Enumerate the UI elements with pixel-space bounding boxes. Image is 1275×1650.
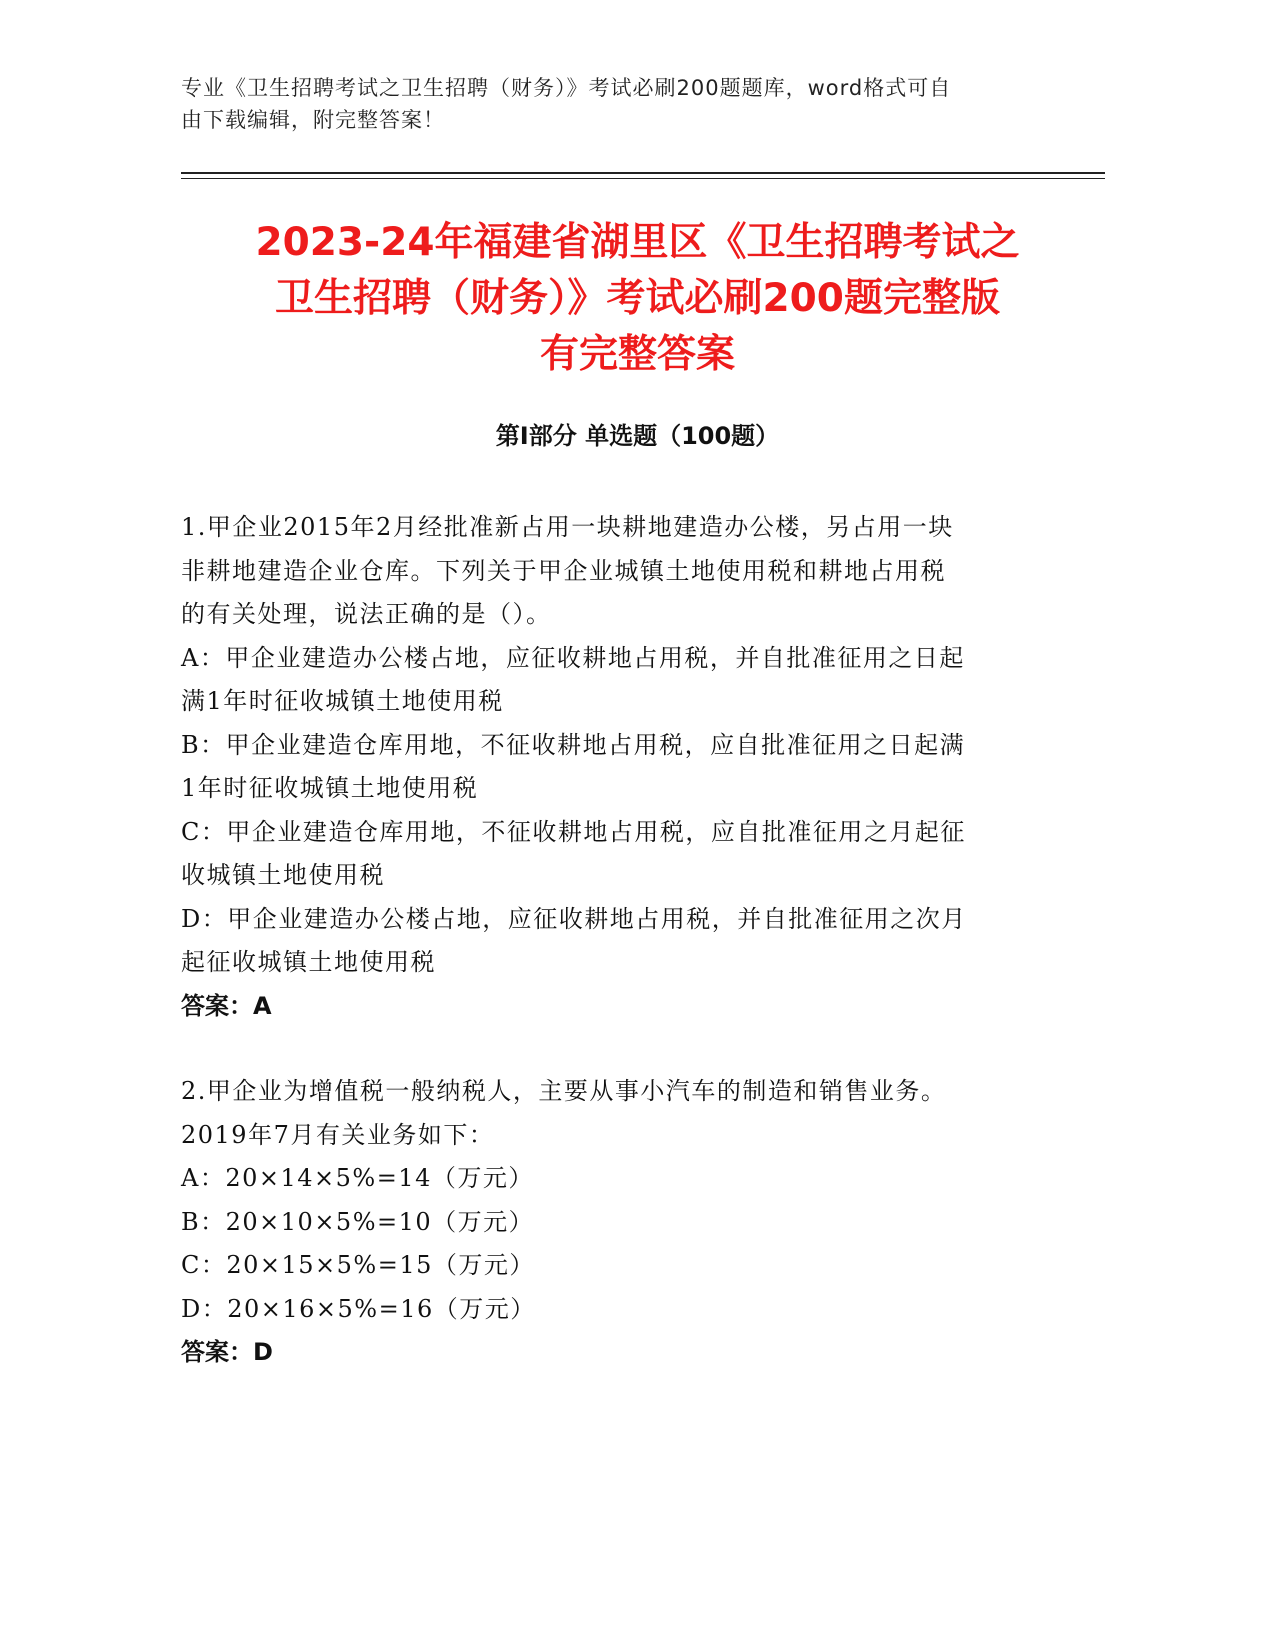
answer-label: 答案：D (181, 1338, 273, 1366)
option-c-line: C：20×15×5%=15（万元） (181, 1251, 535, 1279)
option-c-line: 收城镇土地使用税 (181, 861, 385, 889)
answer-label: 答案：A (181, 991, 272, 1020)
option-d-line: 起征收城镇土地使用税 (181, 948, 436, 976)
option-d-line: D：甲企业建造办公楼占地，应征收耕地占用税，并自批准征用之次月 (181, 904, 967, 933)
option-c-line: C：甲企业建造仓库用地，不征收耕地占用税，应自批准征用之月起征 (181, 817, 966, 846)
header-divider-thick (181, 172, 1105, 174)
document-title (150, 215, 1125, 383)
section-heading: 第I部分 单选题（100题） (495, 422, 780, 450)
option-d-line: D：20×16×5%=16（万元） (181, 1294, 536, 1323)
option-a-line: 满1年时征收城镇土地使用税 (181, 687, 504, 715)
question-stem-line: 1.甲企业2015年2月经批准新占用一块耕地建造办公楼，另占用一块 (181, 513, 954, 541)
option-a-line: A：20×14×5%=14（万元） (181, 1164, 534, 1192)
header-note (181, 72, 1081, 136)
option-a-line: A：甲企业建造办公楼占地，应征收耕地占用税，并自批准征用之日起 (181, 643, 965, 672)
question-stem-line: 的有关处理，说法正确的是（）。 (181, 600, 552, 628)
option-b-line: 1年时征收城镇土地使用税 (181, 774, 479, 802)
question-stem-line: 非耕地建造企业仓库。下列关于甲企业城镇土地使用税和耕地占用税 (181, 556, 946, 585)
question-block (181, 1070, 1041, 1375)
question-stem-line: 2019年7月有关业务如下： (181, 1120, 495, 1149)
header-divider-thin (181, 178, 1105, 179)
option-b-line: B：20×10×5%=10（万元） (181, 1207, 535, 1236)
title-line: 有完整答案 (539, 332, 735, 377)
header-note-line: 专业《卫生招聘考试之卫生招聘（财务）》考试必刷200题题库，word格式可自 (181, 76, 952, 100)
title-line: 2023-24年福建省湖里区《卫生招聘考试之 (255, 220, 1020, 265)
question-stem-line: 2.甲企业为增值税一般纳税人，主要从事小汽车的制造和销售业务。 (181, 1077, 947, 1105)
title-line: 卫生招聘（财务）》考试必刷200题完整版 (275, 276, 1000, 321)
option-b-line: B：甲企业建造仓库用地，不征收耕地占用税，应自批准征用之日起满 (181, 730, 966, 759)
question-block (181, 506, 1041, 1028)
header-note-line: 由下载编辑，附完整答案！ (181, 108, 445, 132)
